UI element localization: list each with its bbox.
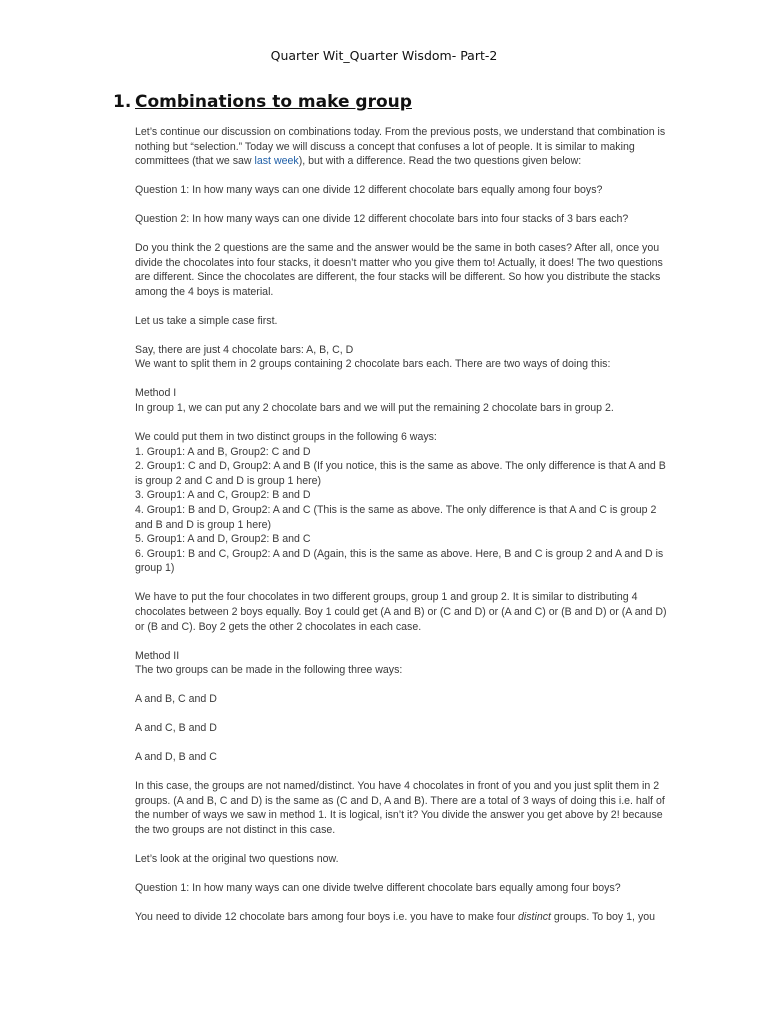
grouping-option-3: A and D, B and C	[135, 751, 217, 764]
final-text-emphasis: distinct	[518, 910, 551, 923]
six-ways-list: We could put them in two distinct groups in the following 6 ways: 1. Group1: A and B, Group2: C and D 2. Group1: C and D, Group2: A and B (If you notice, this is the same as above. The only difference is that A and B is group 2 and C and D is group 1 here) 3. Group1: A and C, Group2: B and D 4. Group1: B and D, Group2: A and C (This is the same as above. The only difference is that A and C is group 2 and B and D is group 1 here) 5. Group1: A and D, Group2: B and C 6. Group1: B and C, Group2: A and D (Again, this is the same as above. Here, B and C is group 2 and A and D is group 1)	[135, 431, 666, 575]
original-questions-paragraph: Let’s look at the original two questions now.	[135, 852, 339, 865]
document-title: Quarter Wit_Quarter Wisdom- Part-2	[270, 48, 498, 63]
final-paragraph	[135, 910, 675, 925]
grouping-option-2: A and C, B and D	[135, 722, 217, 735]
question-1: Question 1: In how many ways can one divide 12 different chocolate bars equally among four boys?	[135, 184, 603, 197]
final-text-end: groups. To boy 1, you	[550, 910, 656, 923]
discussion-paragraph: Do you think the 2 questions are the same and the answer would be the same in both cases? After all, once you divide the chocolates into four stacks, it doesn’t matter who you give them to! Actually, it does! The two questions are different. Since the chocolates are different, the four stacks will be different. So how you distribute the stacks among the 4 boys is material.	[135, 242, 663, 298]
article-body	[135, 125, 675, 924]
section-heading	[113, 92, 412, 112]
intro-text-start: Let’s continue our discussion on combinations today. From the previous posts, we understand that combination is nothing but “selection.” Today we will discuss a concept that confuses a lot of people. It is similar to making committees (that we saw	[135, 126, 666, 168]
section-heading-text: Combinations to make group	[135, 92, 412, 112]
question-1-repeat: Question 1: In how many ways can one divide twelve different chocolate bars equally among four boys?	[135, 881, 621, 894]
method-2-paragraph: Method II The two groups can be made in the following three ways:	[135, 649, 403, 677]
section-number: 1.	[113, 92, 132, 112]
grouping-option-1: A and B, C and D	[135, 693, 217, 706]
method-1-paragraph: Method I In group 1, we can put any 2 chocolate bars and we will put the remaining 2 chocolate bars in group 2.	[135, 387, 614, 415]
chocolate-setup-paragraph: Say, there are just 4 chocolate bars: A, B, C, D We want to split them in 2 groups containing 2 chocolate bars each. There are two ways of doing this:	[135, 343, 611, 371]
simple-case-paragraph: Let us take a simple case first.	[135, 314, 278, 327]
final-text-start: You need to divide 12 chocolate bars among four boys i.e. you have to make four	[135, 910, 518, 923]
question-2: Question 2: In how many ways can one divide 12 different chocolate bars into four stacks of 3 bars each?	[135, 213, 629, 226]
intro-paragraph	[135, 125, 675, 169]
last-week-link[interactable]: last week	[254, 155, 299, 168]
non-distinct-paragraph: In this case, the groups are not named/distinct. You have 4 chocolates in front of you and you just split them in 2 groups. (A and B, C and D) is the same as (C and D, A and B). There are a total of 3 ways of doing this i.e. half of the number of ways we saw in method 1. It is logical, isn’t it? You divide the answer you get above by 2! because the two groups are not distinct in this case.	[135, 780, 665, 836]
distinct-groups-paragraph: We have to put the four chocolates in two different groups, group 1 and group 2. It is similar to distributing 4 chocolates between 2 boys equally. Boy 1 could get (A and B) or (C and D) or (A and C) or (B and D) or (A and D) or (B and C). Boy 2 gets the other 2 chocolates in each case.	[135, 591, 667, 633]
intro-text-end: ), but with a difference. Read the two questions given below:	[298, 155, 582, 168]
